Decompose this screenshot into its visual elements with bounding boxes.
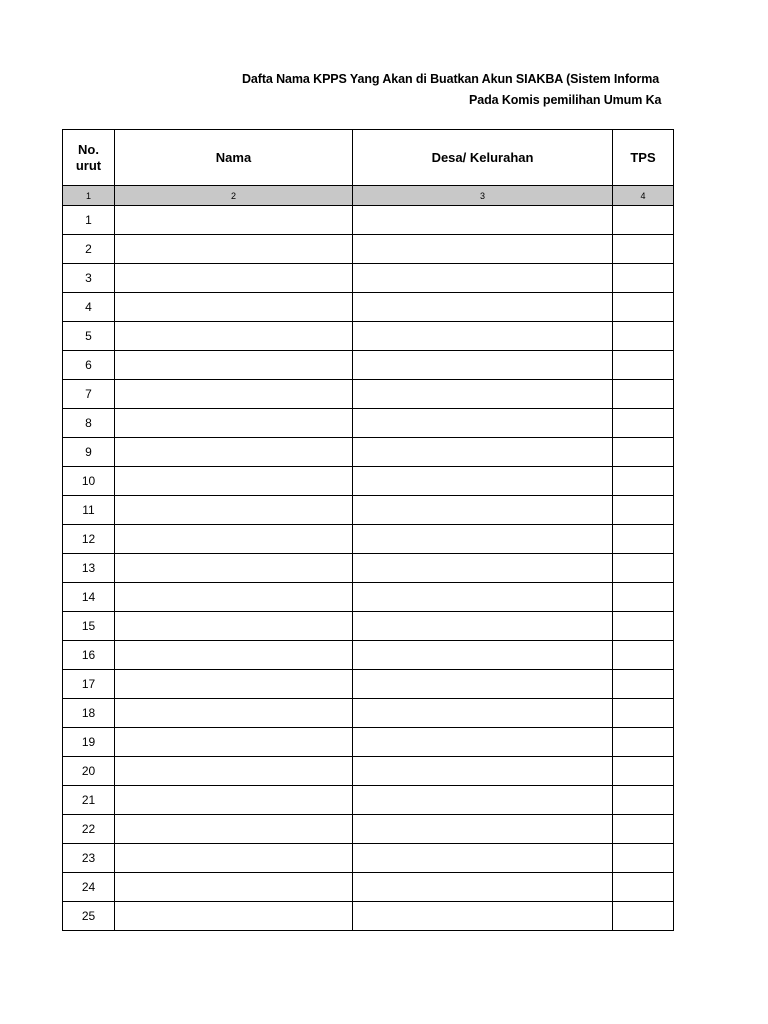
tps-cell[interactable]	[613, 815, 674, 844]
table-row	[63, 786, 674, 815]
tps-cell[interactable]	[613, 496, 674, 525]
row-number-cell: 2	[63, 235, 115, 264]
table-row	[63, 438, 674, 467]
desa-kelurahan-cell[interactable]	[353, 844, 613, 873]
row-number-cell: 17	[63, 670, 115, 699]
nama-cell[interactable]	[115, 728, 353, 757]
desa-kelurahan-cell[interactable]	[353, 409, 613, 438]
row-number-cell: 25	[63, 902, 115, 931]
nama-cell[interactable]	[115, 699, 353, 728]
tps-cell[interactable]	[613, 322, 674, 351]
tps-cell[interactable]	[613, 728, 674, 757]
desa-kelurahan-cell[interactable]	[353, 699, 613, 728]
table-row	[63, 815, 674, 844]
tps-cell[interactable]	[613, 757, 674, 786]
desa-kelurahan-cell[interactable]	[353, 322, 613, 351]
table-row	[63, 409, 674, 438]
nama-cell[interactable]	[115, 844, 353, 873]
row-number-cell: 8	[63, 409, 115, 438]
row-number-cell: 22	[63, 815, 115, 844]
table-row	[63, 902, 674, 931]
nama-cell[interactable]	[115, 409, 353, 438]
row-number-cell: 4	[63, 293, 115, 322]
nama-cell[interactable]	[115, 235, 353, 264]
column-number: 3	[353, 186, 613, 206]
tps-cell[interactable]	[613, 264, 674, 293]
desa-kelurahan-cell[interactable]	[353, 380, 613, 409]
tps-cell[interactable]	[613, 873, 674, 902]
tps-cell[interactable]	[613, 206, 674, 235]
row-number-cell: 10	[63, 467, 115, 496]
table-row	[63, 554, 674, 583]
table-row	[63, 206, 674, 235]
kpps-table	[62, 129, 674, 931]
desa-kelurahan-cell[interactable]	[353, 264, 613, 293]
row-number-cell: 20	[63, 757, 115, 786]
nama-cell[interactable]	[115, 757, 353, 786]
desa-kelurahan-cell[interactable]	[353, 554, 613, 583]
row-number-cell: 18	[63, 699, 115, 728]
nama-cell[interactable]	[115, 902, 353, 931]
nama-cell[interactable]	[115, 351, 353, 380]
nama-cell[interactable]	[115, 873, 353, 902]
row-number-cell: 6	[63, 351, 115, 380]
header-no-label: No.	[78, 141, 99, 157]
desa-kelurahan-cell[interactable]	[353, 670, 613, 699]
row-number-cell: 16	[63, 641, 115, 670]
table-row	[63, 293, 674, 322]
header-row	[63, 130, 674, 186]
document-title-line-1: Dafta Nama KPPS Yang Akan di Buatkan Akun SIAKBA (Sistem Informa	[242, 72, 660, 86]
nama-cell[interactable]	[115, 467, 353, 496]
nama-cell[interactable]	[115, 554, 353, 583]
column-number-row	[63, 186, 674, 206]
row-number-cell: 1	[63, 206, 115, 235]
row-number-cell: 12	[63, 525, 115, 554]
table-row	[63, 322, 674, 351]
nama-cell[interactable]	[115, 264, 353, 293]
column-number: 1	[63, 186, 115, 206]
desa-kelurahan-cell[interactable]	[353, 235, 613, 264]
nama-cell[interactable]	[115, 612, 353, 641]
tps-cell[interactable]	[613, 351, 674, 380]
nama-cell[interactable]	[115, 496, 353, 525]
header-no-urut	[63, 130, 115, 186]
column-number: 4	[613, 186, 674, 206]
table-row	[63, 873, 674, 902]
tps-cell[interactable]	[613, 380, 674, 409]
desa-kelurahan-cell[interactable]	[353, 496, 613, 525]
desa-kelurahan-cell[interactable]	[353, 206, 613, 235]
tps-cell[interactable]	[613, 583, 674, 612]
row-number-cell: 11	[63, 496, 115, 525]
table-row	[63, 583, 674, 612]
tps-cell[interactable]	[613, 844, 674, 873]
table-row	[63, 351, 674, 380]
row-number-cell: 15	[63, 612, 115, 641]
header-tps: TPS	[613, 130, 674, 186]
row-number-cell: 14	[63, 583, 115, 612]
table-row	[63, 728, 674, 757]
desa-kelurahan-cell[interactable]	[353, 902, 613, 931]
table-row	[63, 264, 674, 293]
nama-cell[interactable]	[115, 438, 353, 467]
nama-cell[interactable]	[115, 380, 353, 409]
row-number-cell: 9	[63, 438, 115, 467]
table-row	[63, 525, 674, 554]
desa-kelurahan-cell[interactable]	[353, 815, 613, 844]
tps-cell[interactable]	[613, 525, 674, 554]
desa-kelurahan-cell[interactable]	[353, 351, 613, 380]
nama-cell[interactable]	[115, 293, 353, 322]
nama-cell[interactable]	[115, 583, 353, 612]
row-number-cell: 13	[63, 554, 115, 583]
desa-kelurahan-cell[interactable]	[353, 293, 613, 322]
row-number-cell: 5	[63, 322, 115, 351]
desa-kelurahan-cell[interactable]	[353, 641, 613, 670]
header-urut-label: urut	[75, 157, 102, 173]
tps-cell[interactable]	[613, 409, 674, 438]
desa-kelurahan-cell[interactable]	[353, 757, 613, 786]
header-desa-kelurahan: Desa/ Kelurahan	[353, 130, 613, 186]
table-row	[63, 757, 674, 786]
row-number-cell: 19	[63, 728, 115, 757]
row-number-cell: 3	[63, 264, 115, 293]
tps-cell[interactable]	[613, 438, 674, 467]
table-row	[63, 467, 674, 496]
desa-kelurahan-cell[interactable]	[353, 467, 613, 496]
nama-cell[interactable]	[115, 815, 353, 844]
nama-cell[interactable]	[115, 670, 353, 699]
row-number-cell: 23	[63, 844, 115, 873]
table-row	[63, 670, 674, 699]
desa-kelurahan-cell[interactable]	[353, 728, 613, 757]
tps-cell[interactable]	[613, 554, 674, 583]
tps-cell[interactable]	[613, 786, 674, 815]
nama-cell[interactable]	[115, 206, 353, 235]
desa-kelurahan-cell[interactable]	[353, 786, 613, 815]
tps-cell[interactable]	[613, 612, 674, 641]
row-number-cell: 21	[63, 786, 115, 815]
tps-cell[interactable]	[613, 902, 674, 931]
desa-kelurahan-cell[interactable]	[353, 438, 613, 467]
column-number: 2	[115, 186, 353, 206]
table-row	[63, 235, 674, 264]
header-nama: Nama	[115, 130, 353, 186]
table-row	[63, 844, 674, 873]
desa-kelurahan-cell[interactable]	[353, 583, 613, 612]
table-row	[63, 380, 674, 409]
tps-cell[interactable]	[613, 699, 674, 728]
nama-cell[interactable]	[115, 641, 353, 670]
nama-cell[interactable]	[115, 786, 353, 815]
tps-cell[interactable]	[613, 235, 674, 264]
nama-cell[interactable]	[115, 322, 353, 351]
tps-cell[interactable]	[613, 641, 674, 670]
nama-cell[interactable]	[115, 525, 353, 554]
tps-cell[interactable]	[613, 467, 674, 496]
desa-kelurahan-cell[interactable]	[353, 612, 613, 641]
desa-kelurahan-cell[interactable]	[353, 525, 613, 554]
table-row	[63, 699, 674, 728]
table-row	[63, 641, 674, 670]
table-row	[63, 496, 674, 525]
desa-kelurahan-cell[interactable]	[353, 873, 613, 902]
table-row	[63, 612, 674, 641]
row-number-cell: 24	[63, 873, 115, 902]
tps-cell[interactable]	[613, 293, 674, 322]
document-title-line-2: Pada Komis pemilihan Umum Ka	[469, 93, 662, 107]
row-number-cell: 7	[63, 380, 115, 409]
tps-cell[interactable]	[613, 670, 674, 699]
